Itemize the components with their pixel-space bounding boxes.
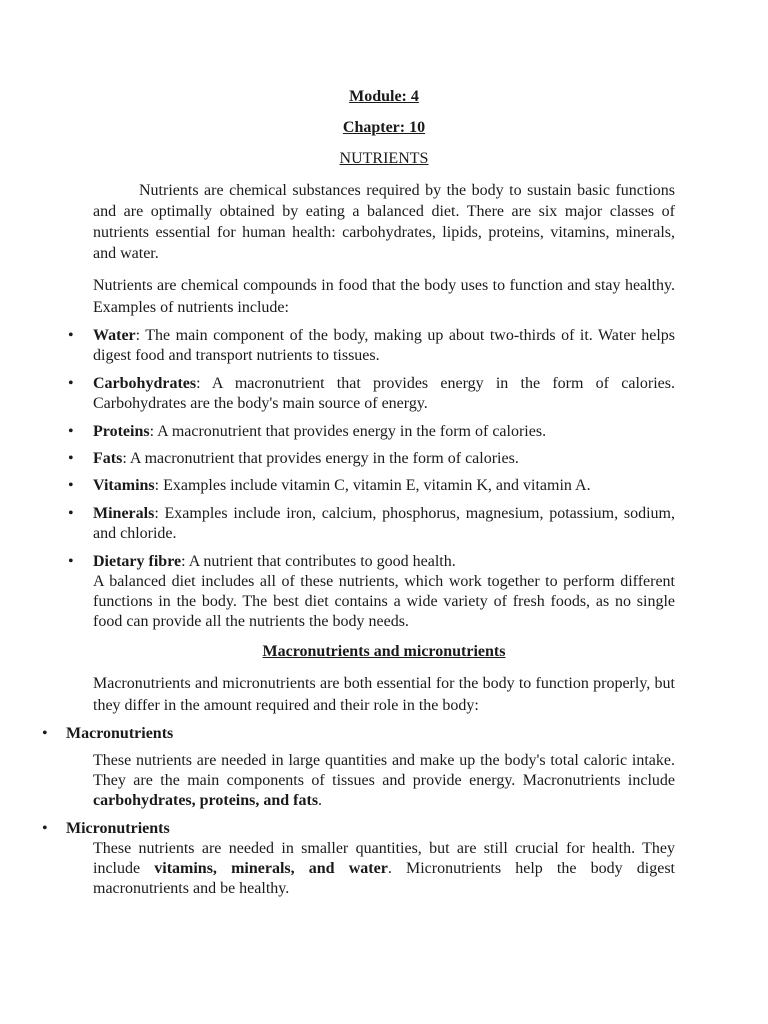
bullet-icon: • — [68, 327, 74, 344]
page-title: NUTRIENTS — [339, 150, 429, 167]
macronutrients-label: Macronutrients — [66, 725, 174, 742]
list-item-text: : Examples include iron, calcium, phosphorus, magnesium, potassium, sodium, and chloride. — [93, 505, 675, 542]
list-item-text: : A macronutrient that provides energy in the form of calories. — [149, 423, 547, 440]
list-item — [93, 326, 675, 366]
list-item — [93, 449, 675, 469]
macronutrients-emphasis: carbohydrates, proteins, and fats — [93, 792, 319, 809]
micronutrients-text: These nutrients are needed in smaller quantities, but are still crucial for health. They include — [93, 840, 675, 877]
bullet-icon: • — [42, 725, 48, 742]
section-heading: Macronutrients and micronutrients — [262, 643, 506, 660]
macronutrients-end: . — [318, 792, 323, 809]
intro-paragraph: Nutrients are chemical substances required by the body to sustain basic functions and are optimally obtained by eating a balanced diet. There are six major classes of nutrients essential for human health: carbohydrates, lipids, proteins, vitamins, minerals, and water. — [93, 182, 675, 262]
bullet-icon: • — [68, 553, 74, 570]
list-item-term: Carbohydrates — [93, 375, 197, 392]
balanced-diet-text: A balanced diet includes all of these nutrients, which work together to perform different functions in the body. The best diet contains a wide variety of fresh foods, as no single food can provide all the nutrients the body needs. — [93, 573, 675, 630]
list-item-text: : A macronutrient that provides energy in the form of calories. Carbohydrates are the body's main source of energy. — [93, 375, 675, 412]
bullet-icon: • — [68, 505, 74, 522]
list-item-term: Vitamins — [93, 477, 155, 494]
bullet-icon: • — [68, 423, 74, 440]
list-item-term: Dietary fibre — [93, 553, 182, 570]
list-item — [93, 374, 675, 414]
list-item-text: : A macronutrient that provides energy in the form of calories. — [122, 450, 519, 467]
bullet-icon: • — [68, 477, 74, 494]
list-item-text: : Examples include vitamin C, vitamin E, vitamin K, and vitamin A. — [154, 477, 591, 494]
bullet-icon: • — [42, 820, 48, 837]
list-item-term: Proteins — [93, 423, 150, 440]
definition-paragraph: Nutrients are chemical compounds in food that the body uses to function and stay healthy. Examples of nutrients include: — [93, 277, 675, 316]
list-item-term: Minerals — [93, 505, 155, 522]
list-item — [93, 504, 675, 544]
list-item — [93, 476, 675, 496]
macronutrients-paragraph — [93, 751, 675, 811]
micronutrients-end: . Micronutrients help the body digest macronutrients and be healthy. — [93, 860, 676, 897]
micronutrients-label: Micronutrients — [66, 820, 170, 837]
list-item-text: : A nutrient that contributes to good health. — [181, 553, 456, 570]
list-item-term: Fats — [93, 450, 123, 467]
comparison-paragraph: Macronutrients and micronutrients are both essential for the body to function properly, but they differ in the amount required and their role in the body: — [93, 675, 675, 714]
chapter-heading: Chapter: 10 — [342, 119, 426, 136]
list-item-text: : The main component of the body, making up about two-thirds of it. Water helps digest food and transport nutrients to tissues. — [93, 327, 675, 364]
micronutrients-paragraph — [93, 839, 675, 899]
micronutrients-emphasis: vitamins, minerals, and water — [154, 860, 388, 877]
bullet-icon: • — [68, 450, 74, 467]
module-heading: Module: 4 — [349, 88, 419, 105]
list-item — [93, 422, 675, 442]
macronutrients-text: These nutrients are needed in large quantities and make up the body's total caloric intake. They are the main components of tissues and provide energy. Macronutrients include — [93, 752, 675, 789]
bullet-icon: • — [68, 375, 74, 392]
list-item — [93, 552, 675, 632]
list-item-term: Water — [93, 327, 136, 344]
